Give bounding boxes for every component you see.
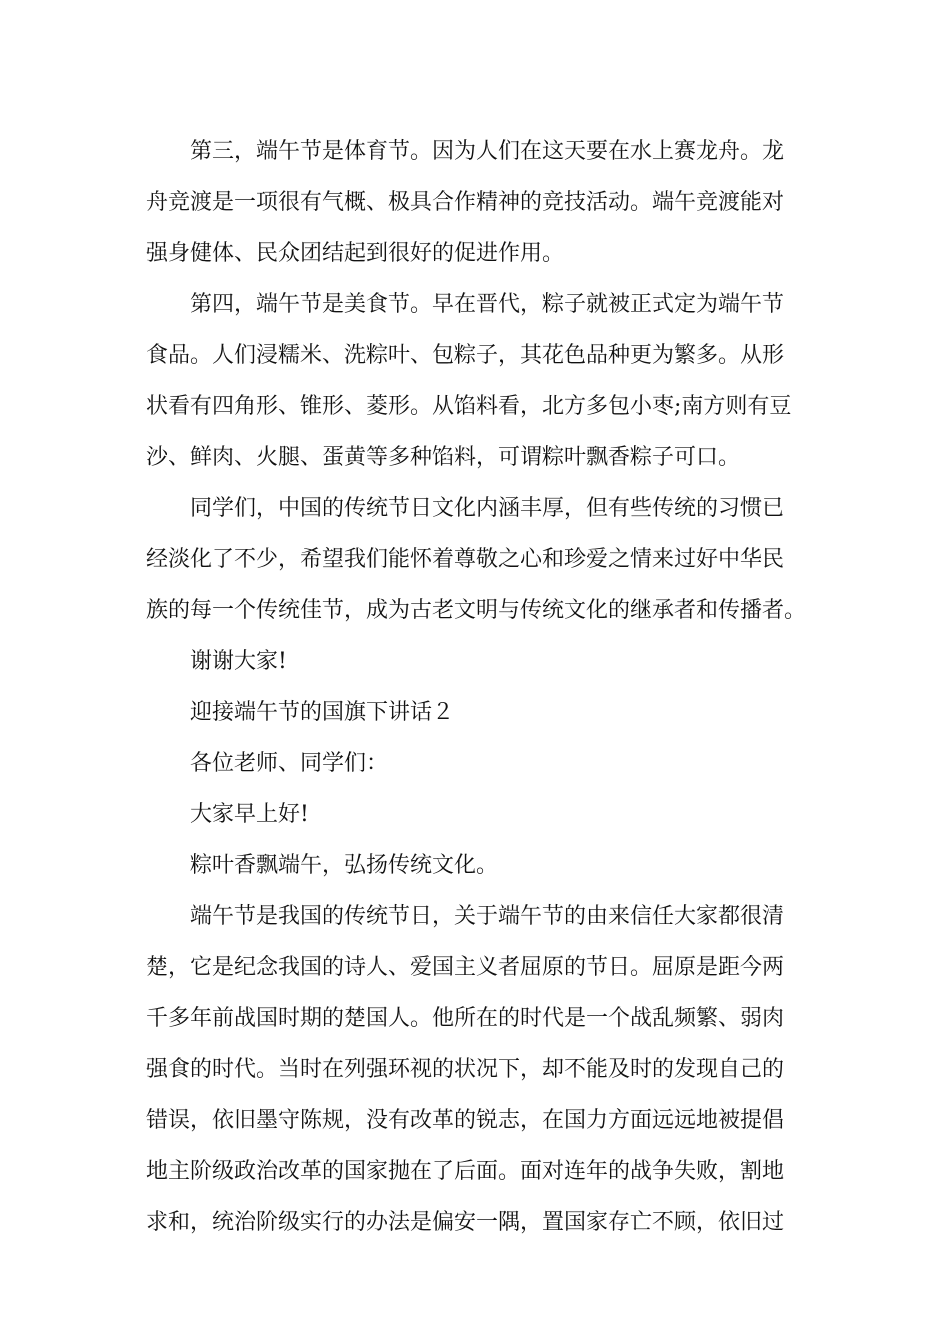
text-line: 地主阶级政治改革的国家抛在了后面。面对连年的战争失败，割地 — [146, 1159, 785, 1184]
text-line: 舟竞渡是一项很有气概、极具合作精神的竞技活动。端午竞渡能对 — [146, 190, 785, 215]
paragraph-qu-yuan — [146, 891, 810, 1248]
text-line: 迎接端午节的国旗下讲话２ — [190, 700, 455, 725]
paragraph-salutation — [146, 738, 810, 789]
paragraph-theme — [146, 840, 810, 891]
text-line: 同学们，中国的传统节日文化内涵丰厚，但有些传统的习惯已 — [190, 496, 785, 521]
text-line: 族的每一个传统佳节，成为古老文明与传统文化的继承者和传播者。 — [146, 598, 807, 623]
text-line: 沙、鲜肉、火腿、蛋黄等多种馅料，可谓粽叶飘香粽子可口。 — [146, 445, 741, 470]
text-line: 端午节是我国的传统节日，关于端午节的由来信任大家都很清 — [190, 904, 785, 929]
text-line: 食品。人们浸糯米、洗粽叶、包粽子，其花色品种更为繁多。从形 — [146, 343, 785, 368]
paragraph-thanks — [146, 636, 810, 687]
paragraph-sports-festival — [146, 126, 810, 279]
text-line: 千多年前战国时期的楚国人。他所在的时代是一个战乱频繁、弱肉 — [146, 1006, 785, 1031]
text-line: 第三，端午节是体育节。因为人们在这天要在水上赛龙舟。龙 — [190, 139, 785, 164]
paragraph-food-festival — [146, 279, 810, 483]
paragraph-students-appeal — [146, 483, 810, 636]
document-body — [146, 126, 810, 1248]
text-line: 错误，依旧墨守陈规，没有改革的锐志，在国力方面远远地被提倡 — [146, 1108, 785, 1133]
text-line: 粽叶香飘端午，弘扬传统文化。 — [190, 853, 499, 878]
text-line: 求和，统治阶级实行的办法是偏安一隅，置国家存亡不顾，依旧过 — [146, 1210, 785, 1235]
text-line: 强身健体、民众团结起到很好的促进作用。 — [146, 241, 565, 266]
text-line: 大家早上好! — [190, 802, 309, 827]
paragraph-greeting — [146, 789, 810, 840]
text-line: 经淡化了不少，希望我们能怀着尊敬之心和珍爱之情来过好中华民 — [146, 547, 785, 572]
section-title — [146, 687, 810, 738]
text-line: 第四，端午节是美食节。早在晋代，粽子就被正式定为端午节 — [190, 292, 785, 317]
text-line: 状看有四角形、锥形、菱形。从馅料看，北方多包小枣;南方则有豆 — [146, 394, 792, 419]
text-line: 各位老师、同学们： — [190, 751, 389, 776]
text-line: 楚，它是纪念我国的诗人、爱国主义者屈原的节日。屈原是距今两 — [146, 955, 785, 980]
text-line: 谢谢大家! — [190, 649, 287, 674]
text-line: 强食的时代。当时在列强环视的状况下，却不能及时的发现自己的 — [146, 1057, 785, 1082]
